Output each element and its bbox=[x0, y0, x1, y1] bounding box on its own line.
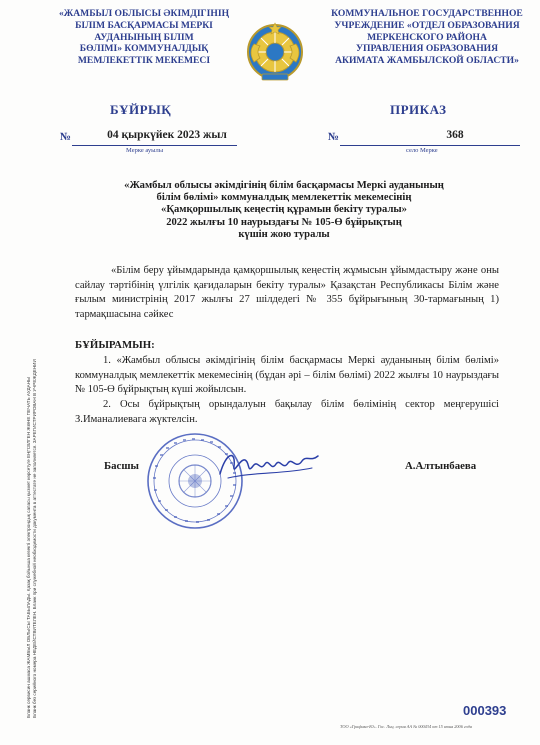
header-left-line: МЕМЛЕКЕТТІК МЕКЕМЕСІ bbox=[77, 55, 211, 67]
order-date: 04 қыркүйек 2023 жыл bbox=[107, 129, 227, 141]
order-item-1: 1. «Жамбыл облысы әкімдігінің білім басқармасы Меркі ауданының білім бөлімі» коммуналдық мемлекеттік мекемесінің (бұдан әрі – білім бөлімі) 2022 жылғы 10 наурыздағы № 105-Ө бұйрықтың күші жойылсын. bbox=[75, 355, 499, 396]
order-item-2: 2. Осы бұйрықтың орындалуын бақылау білім бөлімінің сектор меңгерушісі З.Иманалиевага жүктелсін. bbox=[75, 399, 499, 425]
place-caption-kz: Мерке ауылы bbox=[126, 147, 164, 154]
number-underline bbox=[340, 145, 520, 146]
title-line: «Қамқоршылық кеңестің құрамын бекіту туралы» bbox=[161, 204, 407, 216]
printer-footer: ТОО «Графика-Ю». Гос. Лиц. серия АА № 000434 от 15 июня 2006 года bbox=[340, 724, 473, 729]
header-left-line: БӨЛІМІ» КОММУНАЛДЫҚ bbox=[79, 43, 209, 55]
header-left-org-name bbox=[46, 8, 242, 67]
margin-note-line: Бланк сервисин ашмаса ЖАМБЫЛ ОБЛЫСЫ ТАБЫЛАДЫ. Қазақ бойынша кезекті электрондық сапасы қызмет көрсетуге ЕҢГІЗІЛГЕН ЖӘНЕ ПЕЧАТЬ АУДАНЫ bbox=[26, 376, 31, 718]
title-line: «Жамбыл облысы әкімдігінің білім басқармасы Меркі ауданының bbox=[124, 180, 444, 191]
header-right-org-name bbox=[318, 8, 536, 67]
header-right-line: АКИМАТА ЖАМБЫЛСКОЙ ОБЛАСТИ» bbox=[335, 55, 519, 67]
blank-serial-number: 000393 bbox=[463, 703, 507, 718]
title-line: білім бөлімі» коммуналдық мемлекеттік мекемесінің bbox=[156, 192, 412, 204]
title-line: күшін жою туралы bbox=[238, 228, 330, 240]
order-title-ru: ПРИКАЗ bbox=[390, 102, 447, 117]
margin-note-line: Бланк без серийного номера НЕДЕЙСТВИТЕЛЕН. Бланк при служебной необходимости документа в аттестате не заполняется. ЗАРЕГИСТРИРОВАН В УЧРЕЖДЕНИИ bbox=[32, 359, 38, 718]
place-caption-ru: село Мерке bbox=[406, 147, 438, 154]
number-sign-right: № bbox=[328, 131, 340, 143]
header-left-line: БІЛІМ БАСҚАРМАСЫ МЕРКІ bbox=[75, 19, 213, 31]
number-sign-left: № bbox=[60, 131, 72, 143]
signatory-name: А.Алтынбаева bbox=[405, 460, 477, 472]
header-right-line: УЧРЕЖДЕНИЕ «ОТДЕЛ ОБРАЗОВАНИЯ bbox=[334, 19, 520, 31]
title-line: 2022 жылғы 10 наурыздағы № 105-Ө бұйрықтың bbox=[166, 216, 402, 228]
handwritten-signature-icon bbox=[214, 444, 324, 490]
header-right-line: КОММУНАЛЬНОЕ ГОСУДАРСТВЕННОЕ bbox=[331, 8, 523, 19]
preamble-paragraph: «Білім беру ұйымдарында қамқоршылық кеңестің жұмысын ұйымдастыру және оны сайлау тәртібінің үлгілік қағидаларын бекіту туралы» Қазақстан Республикасы Білім және ғылым министрінің 2017 жылғы 27 шілдедегі № 355 бұйрығының 30-тармағының 1) тармақшасына сәйкес bbox=[75, 265, 499, 320]
vertical-margin-notes bbox=[26, 208, 39, 718]
header-right-line: УПРАВЛЕНИЯ ОБРАЗОВАНИЯ bbox=[355, 43, 499, 55]
document-title bbox=[84, 180, 484, 241]
order-number: 368 bbox=[446, 129, 464, 141]
order-title-kz: БҰЙРЫҚ bbox=[110, 102, 172, 117]
signatory-position: Басшы bbox=[104, 460, 139, 472]
date-underline bbox=[72, 145, 237, 146]
header-right-line: МЕРКЕНСКОГО РАЙОНА bbox=[367, 31, 487, 43]
ordered-label: БҰЙЫРАМЫН: bbox=[75, 339, 155, 351]
header-left-line: АУДАНЫНЫҢ БІЛІМ bbox=[94, 31, 194, 43]
kazakhstan-state-emblem-icon bbox=[246, 22, 304, 84]
header-left-line: «ЖАМБЫЛ ОБЛЫСЫ ӘКІМДІГІНІҢ bbox=[58, 8, 230, 19]
